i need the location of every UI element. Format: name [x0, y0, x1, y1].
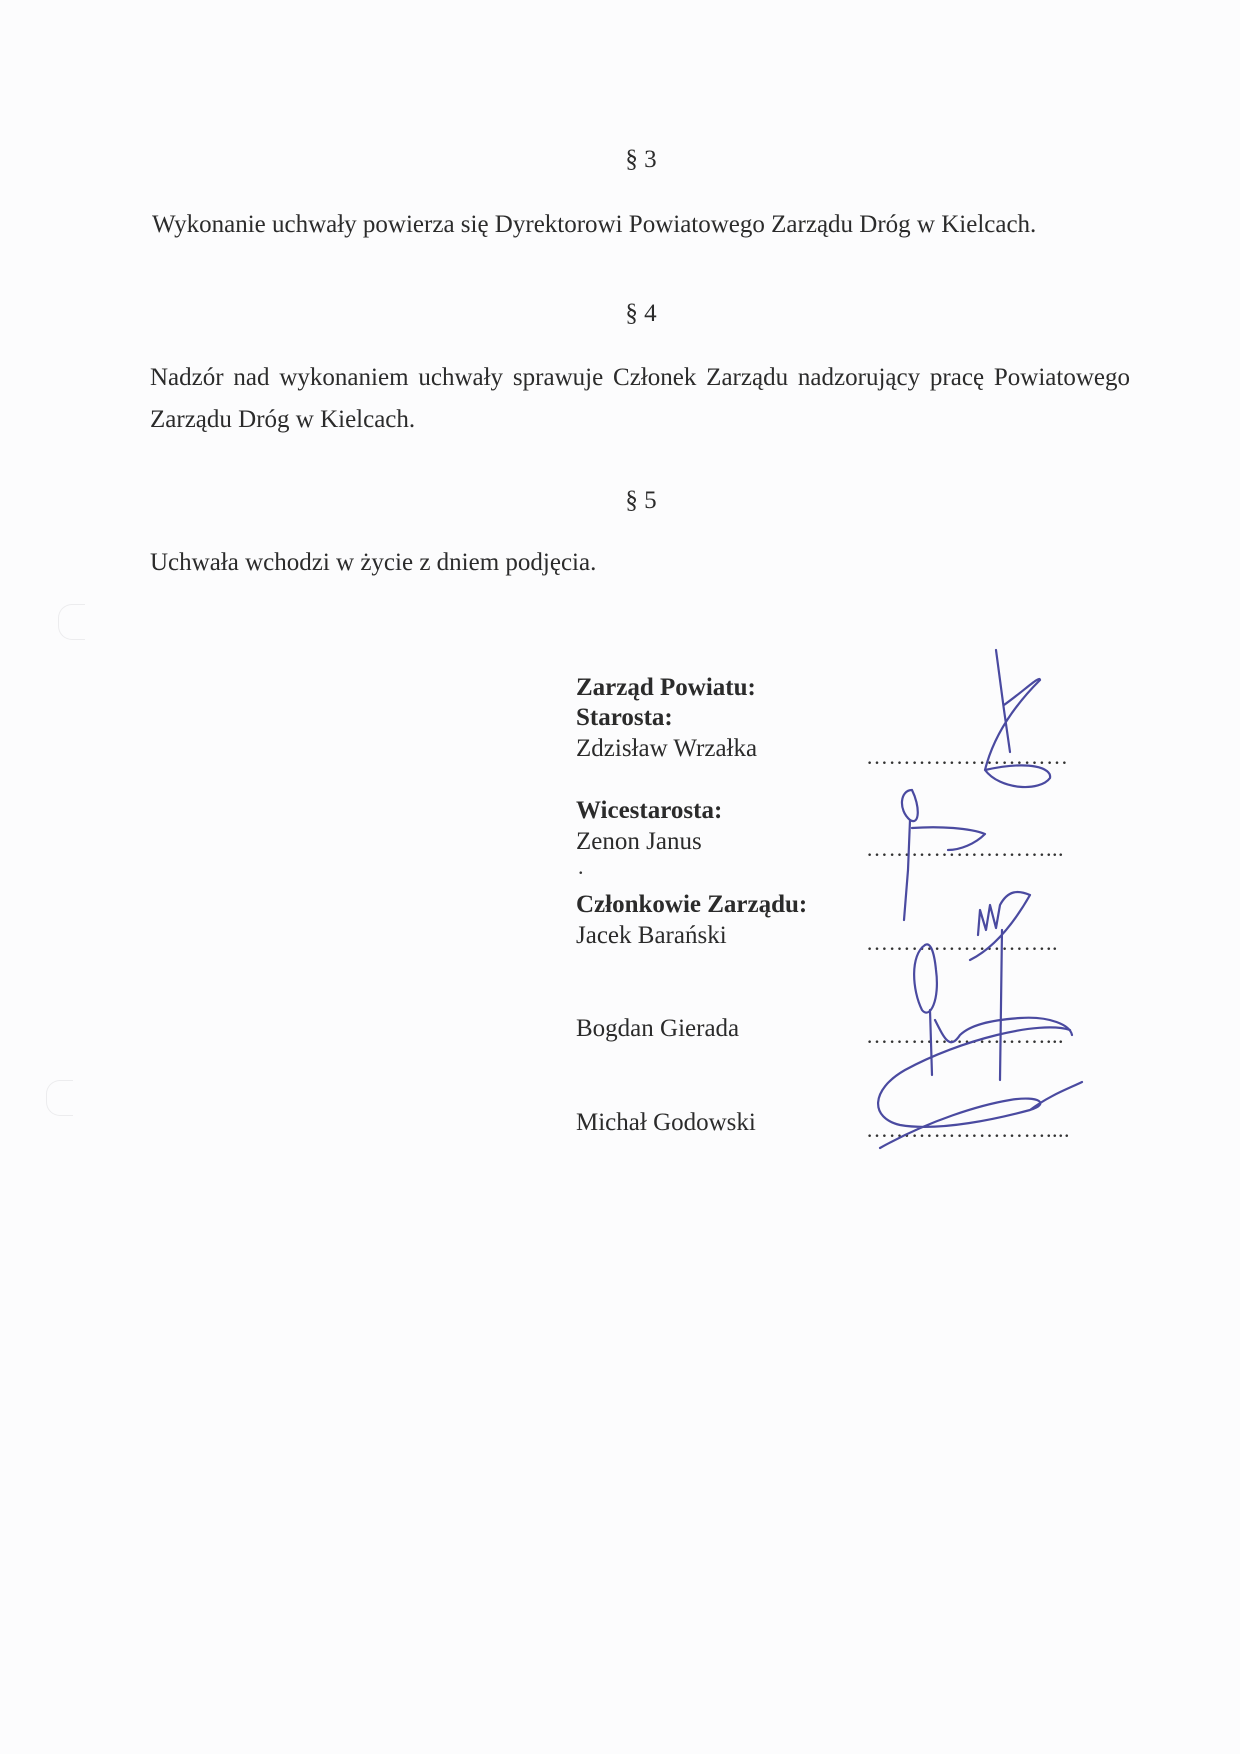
signature-member-2: [914, 944, 1072, 1075]
section-4-text: Nadzór nad wykonaniem uchwały sprawuje Członek Zarządu nadzorujący pracę Powiatowego Zarządu Dróg w Kielcach.: [150, 364, 1130, 433]
signature-line-starosta: ………………………: [866, 744, 1069, 769]
starosta-name: Zdzisław Wrzałka: [576, 735, 758, 762]
member-name: Jacek Barański: [576, 922, 727, 949]
signature-line-member-2: ……………………...: [866, 1023, 1064, 1048]
section-mark-5: § 5: [625, 487, 657, 514]
signature-line-member-1: ……………………..: [866, 930, 1058, 955]
signature-line-wicestarosta: ……………………...: [866, 836, 1064, 861]
wicestarosta-name: Zenon Janus: [576, 828, 702, 855]
punch-hole-mark: [58, 604, 85, 640]
starosta-label: Starosta:: [576, 704, 673, 731]
punch-hole-mark: [46, 1080, 73, 1116]
wicestarosta-label: Wicestarosta:: [576, 797, 723, 824]
section-5-text: Uchwała wchodzi w życie z dniem podjęcia.: [150, 549, 597, 576]
members-label: Członkowie Zarządu:: [576, 891, 808, 918]
signature-member-1: [970, 892, 1030, 1080]
board-label: Zarząd Powiatu:: [576, 674, 756, 701]
signature-line-member-3: ……………………....: [866, 1117, 1070, 1142]
section-3-text: Wykonanie uchwały powierza się Dyrektorowi Powiatowego Zarządu Dróg w Kielcach.: [152, 211, 1037, 238]
stray-dot: .: [578, 854, 584, 879]
member-name: Bogdan Gierada: [576, 1015, 740, 1042]
member-name: Michał Godowski: [576, 1109, 756, 1136]
section-mark-3: § 3: [625, 146, 657, 173]
section-mark-4: § 4: [625, 300, 657, 327]
